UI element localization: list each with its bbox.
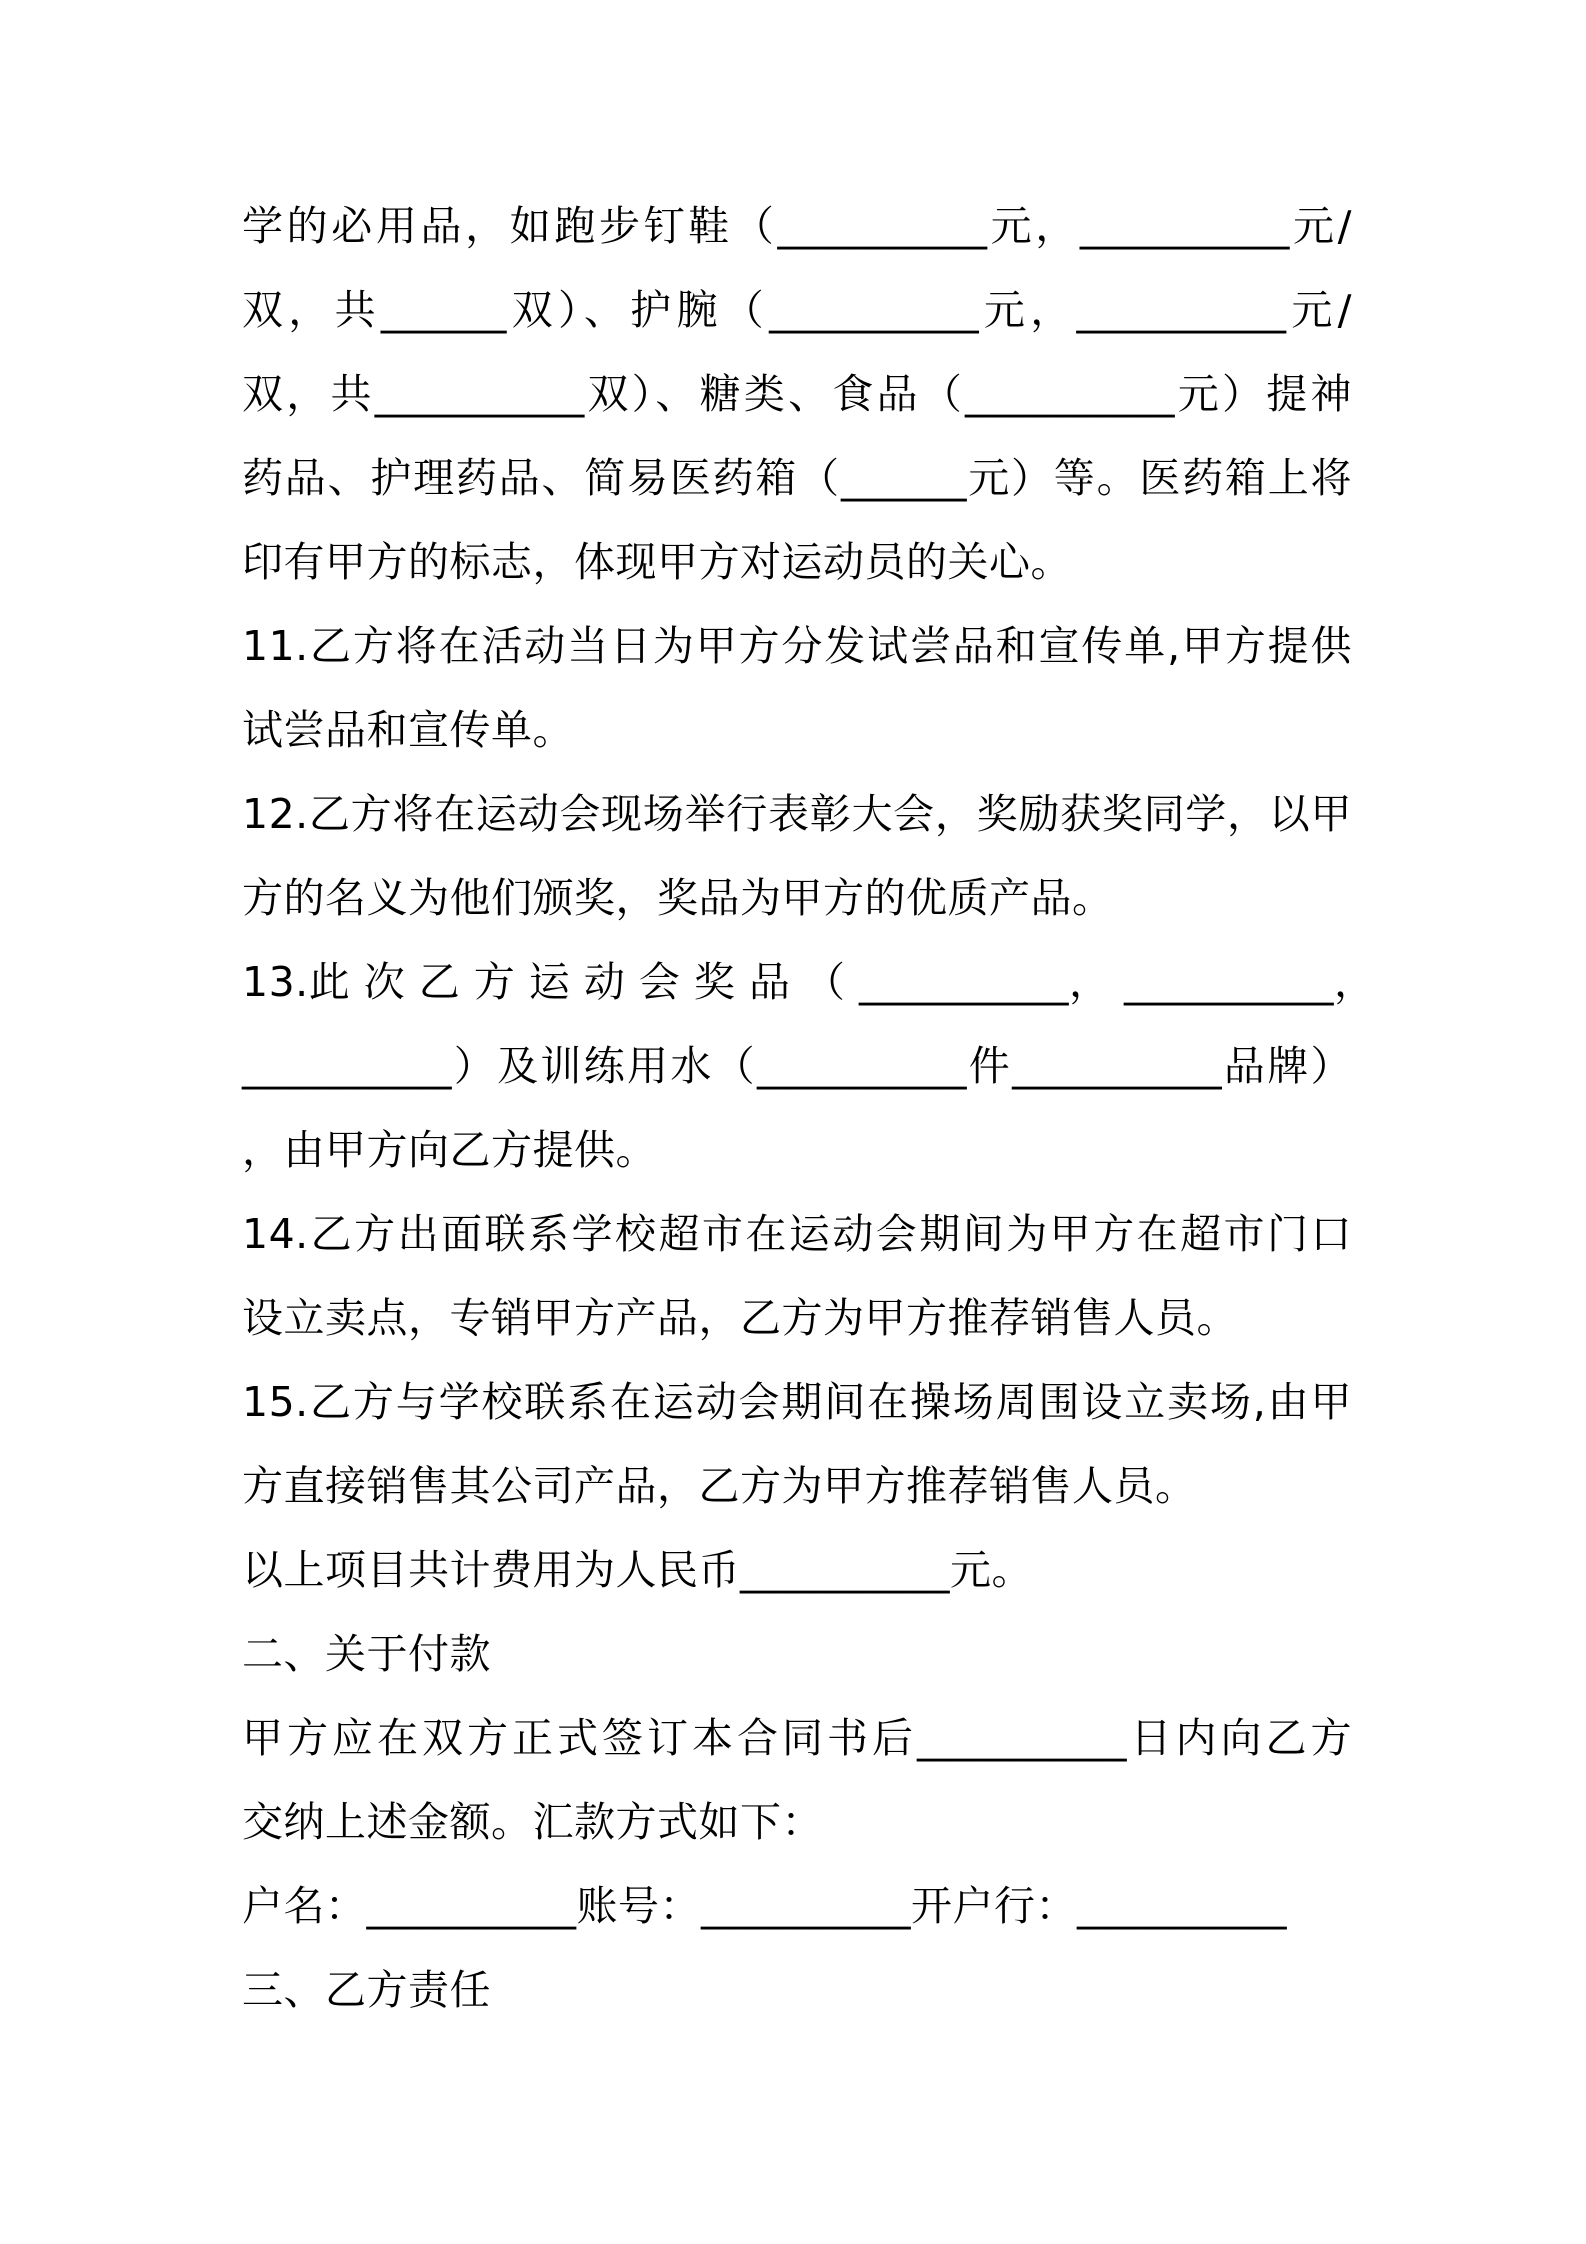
text-line: 以上项目共计费用为人民币__________元。 (242, 1546, 1033, 1594)
text-line: 15.乙方与学校联系在运动会期间在操场周围设立卖场,由甲 (242, 1378, 1352, 1426)
text-line: 14.乙方出面联系学校超市在运动会期间为甲方在超市门口 (242, 1210, 1352, 1258)
text-line: 方的名义为他们颁奖，奖品为甲方的优质产品。 (242, 874, 1114, 922)
text-line: 药品、护理药品、简易医药箱（______元）等。医药箱上将 (242, 454, 1352, 502)
text-line: 户名：__________账号：__________开户行：__________ (242, 1882, 1287, 1930)
text-line: 甲方应在双方正式签订本合同书后__________日内向乙方 (242, 1714, 1352, 1762)
text-line: __________）及训练用水（__________件__________品牌） (242, 1042, 1352, 1090)
section-heading: 二、关于付款 (242, 1630, 491, 1678)
text-line: ，由甲方向乙方提供。 (242, 1126, 657, 1174)
text-line: 试尝品和宣传单。 (242, 706, 574, 754)
text-line: 双，共__________双）、糖类、食品（__________元）提神 (242, 370, 1352, 418)
text-line: 12.乙方将在运动会现场举行表彰大会，奖励获奖同学，以甲 (242, 790, 1352, 838)
text-line: 11.乙方将在活动当日为甲方分发试尝品和宣传单,甲方提供 (242, 622, 1352, 670)
text-line: 学的必用品，如跑步钉鞋（__________元，__________元/ (242, 202, 1352, 250)
text-line: 双，共______双）、护腕（__________元，__________元/ (242, 286, 1352, 334)
text-line: 设立卖点，专销甲方产品，乙方为甲方推荐销售人员。 (242, 1294, 1238, 1342)
text-line: 交纳上述金额。汇款方式如下： (242, 1798, 823, 1846)
text-line: 印有甲方的标志，体现甲方对运动员的关心。 (242, 538, 1072, 586)
text-line: 方直接销售其公司产品，乙方为甲方推荐销售人员。 (242, 1462, 1197, 1510)
text-line: 13.此 次 乙 方 运 动 会 奖 品 （ __________， __________， (242, 958, 1376, 1006)
section-heading: 三、乙方责任 (242, 1966, 491, 2014)
